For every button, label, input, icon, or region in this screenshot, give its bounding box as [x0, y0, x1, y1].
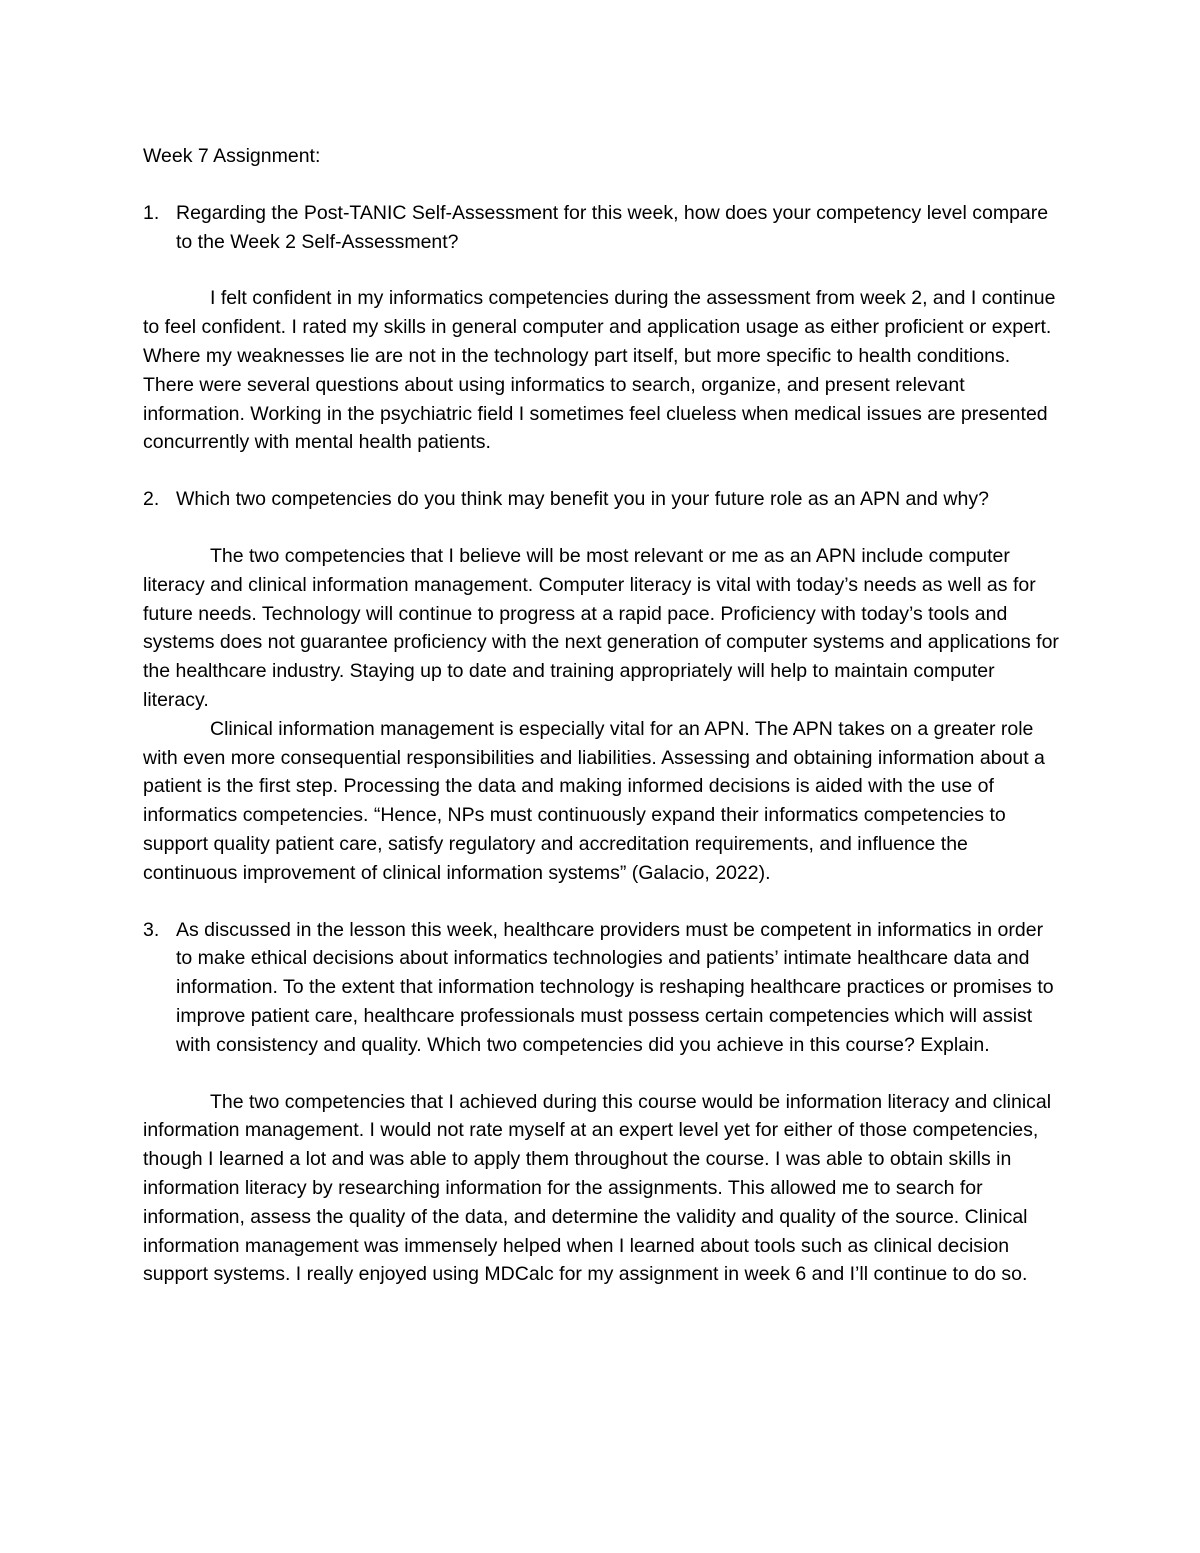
answer-paragraph: The two competencies that I achieved during this course would be information literacy and clinical information management. I would not rate myself at an expert level yet for either of those competencies, though I learned a lot and was able to apply them throughout the course. I was able to obtain skills in information literacy by researching information for the assignments. This allowed me to search for information, assess the quality of the data, and determine the validity and quality of the source. Clinical information management was immensely helped when I learned about tools such as clinical decision support systems. I really enjoyed using MDCalc for my assignment in week 6 and I’ll continue to do so.: [143, 1090, 1052, 1286]
answer-2: [143, 542, 1063, 888]
document-body: [143, 142, 1063, 1317]
question-text: Regarding the Post-TANIC Self-Assessment for this week, how does your competency level compare to the Week 2 Self-Assessment?: [176, 201, 1049, 253]
answer-paragraph: I felt confident in my informatics competencies during the assessment from week 2, and I continue to feel confident. I rated my skills in general computer and application usage as either proficient or expert. Where my weaknesses lie are not in the technology part itself, but more specific to health conditions. There were several questions about using informatics to search, organize, and present relevant information. Working in the psychiatric field I sometimes feel clueless when medical issues are presented concurrently with mental health patients.: [143, 287, 1056, 454]
question-text: Which two competencies do you think may benefit you in your future role as an APN and why?: [176, 488, 989, 511]
question-number: 1.: [143, 201, 160, 224]
document-title: Week 7 Assignment:: [143, 145, 321, 167]
answer-paragraph: Clinical information management is especially vital for an APN. The APN takes on a greater role with even more consequential responsibilities and liabilities. Assessing and obtaining information about a patient is the first step. Processing the data and making informed decisions is aided with the use of informatics competencies. “Hence, NPs must continuously expand their informatics competencies to support quality patient care, satisfy regulatory and accreditation requirements, and influence the continuous improvement of clinical information systems” (Galacio, 2022).: [143, 717, 1045, 884]
answer-3: [143, 1088, 1063, 1290]
answer-1: [143, 284, 1063, 457]
question-number: 3.: [143, 918, 160, 941]
question-text: As discussed in the lesson this week, healthcare providers must be competent in informatics in order to make ethical decisions about informatics technologies and patients’ intimate healthcare data and information. To the extent that information technology is reshaping healthcare practices or promises to improve patient care, healthcare professionals must possess certain competencies which will assist with consistency and quality. Which two competencies did you achieve in this course? Explain.: [176, 918, 1054, 1056]
question-2: [143, 485, 1063, 514]
question-3: [143, 916, 1063, 1060]
answer-paragraph: The two competencies that I believe will be most relevant or me as an APN include computer literacy and clinical information management. Computer literacy is vital with today’s needs as well as for future needs. Technology will continue to progress at a rapid pace. Proficiency with today’s tools and systems does not guarantee proficiency with the next generation of computer systems and applications for the healthcare industry. Staying up to date and training appropriately will help to maintain computer literacy.: [143, 544, 1059, 711]
question-number: 2.: [143, 488, 160, 511]
question-1: [143, 199, 1063, 257]
